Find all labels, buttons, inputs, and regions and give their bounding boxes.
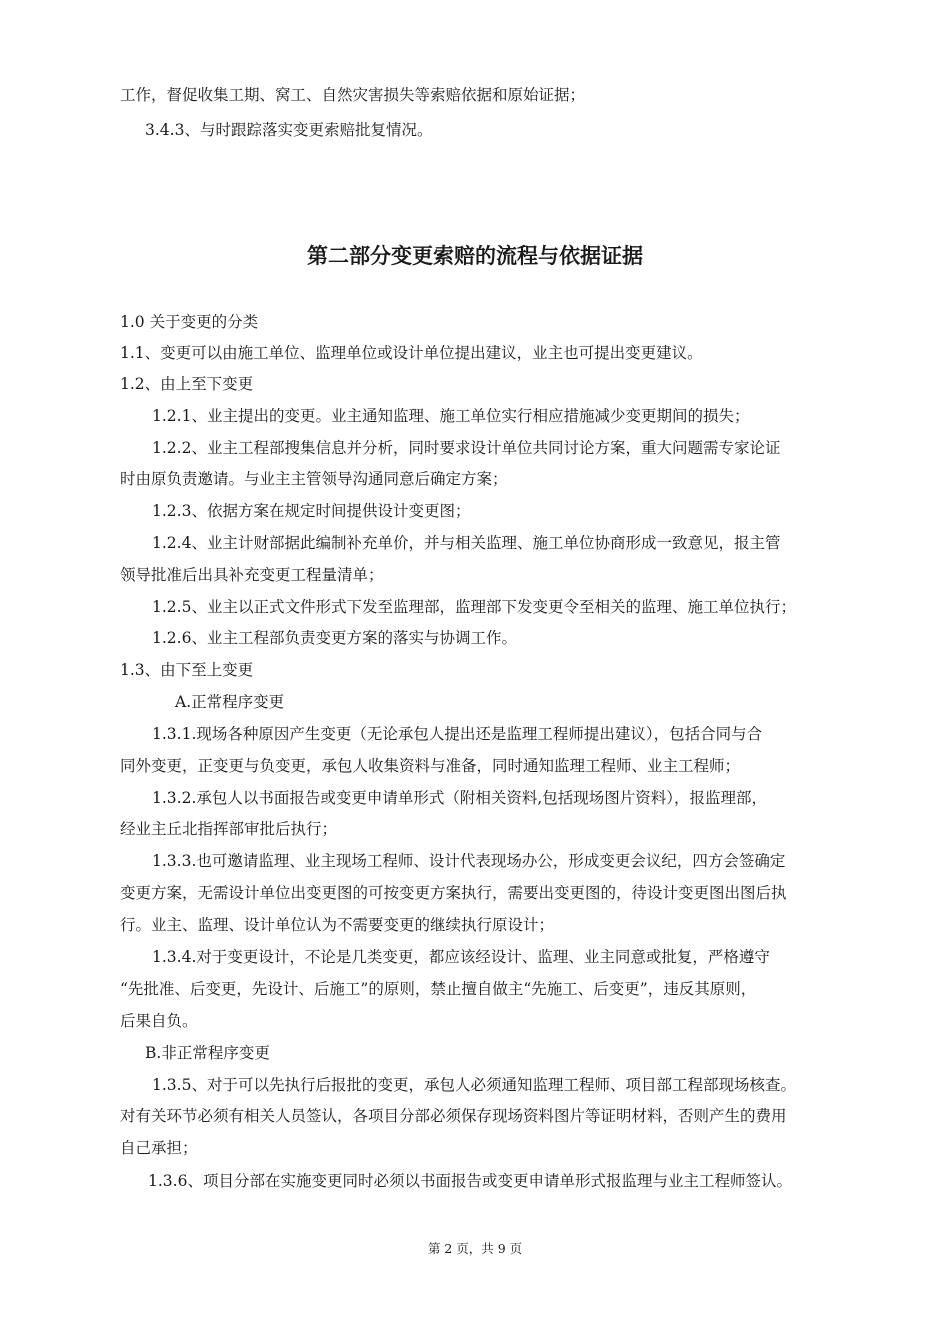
text-line: 1.2.1、业主提出的变更。业主通知监理、施工单位实行相应措施减少变更期间的损失； bbox=[152, 407, 750, 425]
text-line: 1.2.6、业主工程部负责变更方案的落实与协调工作。 bbox=[152, 629, 517, 647]
text-line: 3.4.3、与时跟踪落实变更索赔批复情况。 bbox=[145, 121, 433, 139]
page-footer: 第 2 页，共 9 页 bbox=[427, 1241, 523, 1256]
text-line: 1.0 关于变更的分类 bbox=[120, 313, 259, 331]
text-line: 1.2.4、业主计财部据此编制补充单价，并与相关监理、施工单位协商形成一致意见，报主管 bbox=[152, 534, 781, 552]
text-line: 时由原负责邀请。与业主主管领导沟通同意后确定方案； bbox=[120, 470, 508, 488]
text-line: 1.3、由下至上变更 bbox=[120, 661, 254, 679]
text-line: 1.3.5、对于可以先执行后报批的变更，承包人必须通知监理工程师、项目部工程部现场核查。 bbox=[152, 1076, 796, 1094]
text-line: 工作，督促收集工期、窝工、自然灾害损失等索赔依据和原始证据； bbox=[120, 86, 586, 104]
text-line: 对有关环节必须有相关人员签认，各项目分部必须保存现场资料图片等证明材料，否则产生的费用 bbox=[120, 1107, 787, 1125]
text-line: 1.1、变更可以由施工单位、监理单位或设计单位提出建议，业主也可提出变更建议。 bbox=[120, 344, 703, 362]
text-line: 领导批准后出具补充变更工程量清单； bbox=[120, 566, 384, 584]
text-line: 1.2.3、依据方案在规定时间提供设计变更图； bbox=[152, 502, 471, 520]
text-line: 变更方案，无需设计单位出变更图的可按变更方案执行，需要出变更图的，待设计变更图出图后执 bbox=[120, 884, 787, 902]
section-title: 第二部分变更索赔的流程与依据证据 bbox=[307, 244, 643, 268]
text-line: “先批准、后变更，先设计、后施工”的原则，禁止擅自做主“先施工、后变更”，违反其原则， bbox=[120, 980, 757, 998]
text-line: 1.3.2.承包人以书面报告或变更申请单形式（附相关资料,包括现场图片资料），报监理部， bbox=[152, 789, 768, 807]
text-line: 后果自负。 bbox=[120, 1012, 198, 1030]
text-line: B.非正常程序变更 bbox=[145, 1044, 270, 1062]
text-line: 1.3.4.对于变更设计，不论是几类变更，都应该经设计、监理、业主同意或批复，严格遵守 bbox=[152, 948, 770, 966]
text-line: 1.3.6、项目分部在实施变更同时必须以书面报告或变更申请单形式报监理与业主工程师签认。 bbox=[148, 1172, 792, 1190]
text-line: 经业主丘北指挥部审批后执行； bbox=[120, 820, 338, 838]
text-line: 1.2.5、业主以正式文件形式下发至监理部，监理部下发变更令至相关的监理、施工单位执行； bbox=[152, 598, 796, 616]
text-line: 1.3.1.现场各种原因产生变更（无论承包人提出还是监理工程师提出建议），包括合同与合 bbox=[152, 725, 763, 743]
text-line: 自己承担； bbox=[120, 1139, 198, 1157]
text-line: 1.3.3.也可邀请监理、业主现场工程师、设计代表现场办公，形成变更会议纪，四方会签确定 bbox=[152, 852, 786, 870]
text-line: A.正常程序变更 bbox=[175, 693, 285, 711]
text-line: 1.2.2、业主工程部搜集信息并分析，同时要求设计单位共同讨论方案，重大问题需专家论证 bbox=[152, 439, 781, 457]
text-line: 同外变更，正变更与负变更，承包人收集资料与准备，同时通知监理工程师、业主工程师； bbox=[120, 757, 741, 775]
text-line: 行。业主、监理、设计单位认为不需要变更的继续执行原设计； bbox=[120, 916, 555, 934]
text-line: 1.2、由上至下变更 bbox=[120, 375, 254, 393]
